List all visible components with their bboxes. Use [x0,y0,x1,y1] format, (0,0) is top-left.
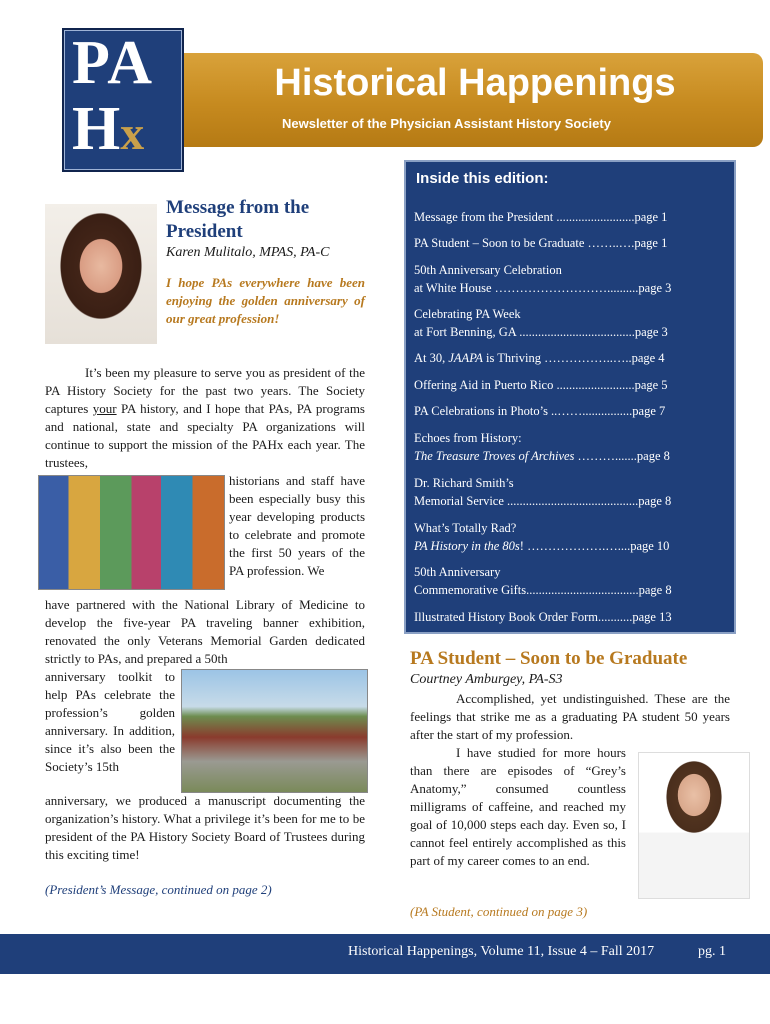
logo-pa: PA [72,29,155,97]
president-paragraph: historians and staff have been especially busy this year developing products to celebrate and promote the first 50 years of the PA profession. We [229,473,365,578]
toc-item[interactable]: Dr. Richard Smith’s Memorial Service ..........................................page 8 [414,476,672,508]
newsletter-title: Historical Happenings [274,62,676,104]
toc-item[interactable]: Offering Aid in Puerto Rico .........................page 5 [414,378,668,392]
toc-item[interactable]: PA Celebrations in Photo’s ..……................page 7 [414,404,666,418]
student-paragraph: Accomplished, yet undistinguished. These are the feelings that strike me as a graduating PA student 50 years after the start of my profession. [410,691,730,742]
toc-item[interactable]: 50th Anniversary Commemorative Gifts....................................page 8 [414,565,672,597]
toc-item[interactable]: Celebrating PA Week at Fort Benning, GA .....................................page 3 [414,307,668,339]
president-continued-note: (President’s Message, continued on page 2) [45,882,272,897]
student-article-title: PA Student – Soon to be Graduate [410,648,688,669]
president-portrait [45,204,157,344]
pahx-logo [62,28,184,172]
newsletter-subtitle: Newsletter of the Physician Assistant History Society [282,116,611,131]
toc-heading: Inside this edition: [416,170,549,187]
president-paragraph: anniversary, we produced a manuscript documenting the organization’s history. What a privilege it’s been for me to be president of the PA History Society Board of Trustees during this exciting time! [45,793,365,862]
toc-item[interactable]: 50th Anniversary Celebration at White House ………………………..........page 3 [414,263,672,295]
president-article-title: Message from the President [166,197,310,242]
toc-item[interactable]: Illustrated History Book Order Form...........page 13 [414,610,672,624]
toc-item[interactable]: What’s Totally Rad? PA History in the 80s! ……………….…....page 10 [414,521,670,553]
president-author: Karen Mulitalo, MPAS, PA-C [166,245,330,260]
student-paragraph: I have studied for more hours than there are episodes of “Grey’s Anatomy,” consumed countless milligrams of caffeine, and reached my goal of 10,000 steps each day. Even so, I cannot feel entirely accomplished as this part of my career comes to an end. [410,745,626,868]
toc-item[interactable]: PA Student – Soon to be Graduate ……..….page 1 [414,236,668,250]
footer-issue-info: Historical Happenings, Volume 11, Issue 4 – Fall 2017 [348,944,655,959]
logo-hx: Hx [72,95,145,163]
president-paragraph: It’s been my pleasure to serve you as president of the PA History Society for the past two years. The Society captures your PA history, and I hope that PAs, PA programs and national, state and specialty PA organizations will continue to support the mission of the PAHx each year. The trustees, [45,365,365,470]
banner-exhibition-photo [38,475,225,590]
student-portrait [638,752,750,899]
toc-item[interactable]: Echoes from History: The Treasure Troves of Archives ……….......page 8 [414,431,670,463]
student-continued-note: (PA Student, continued on page 3) [410,904,588,919]
student-author: Courtney Amburgey, PA-S3 [410,672,563,687]
page-number: pg. 1 [698,944,726,959]
memorial-garden-photo [181,669,368,793]
president-paragraph: have partnered with the National Library of Medicine to develop the five-year PA traveling banner exhibition, renovated the only Veterans Memorial Garden dedicated strictly to PAs, and prepared a 50th [45,597,365,666]
toc-item[interactable]: Message from the President .........................page 1 [414,210,668,224]
toc-item[interactable]: At 30, JAAPA is Thriving ……………..…..page 4 [414,351,665,365]
table-of-contents [404,160,736,634]
president-quote: I hope PAs everywhere have been enjoying the golden anniversary of our great profession! [166,275,365,326]
president-paragraph: anniversary toolkit to help PAs celebrate the profession’s golden anniversary. In addition, since it’s also been the Society’s 15th [45,669,175,774]
